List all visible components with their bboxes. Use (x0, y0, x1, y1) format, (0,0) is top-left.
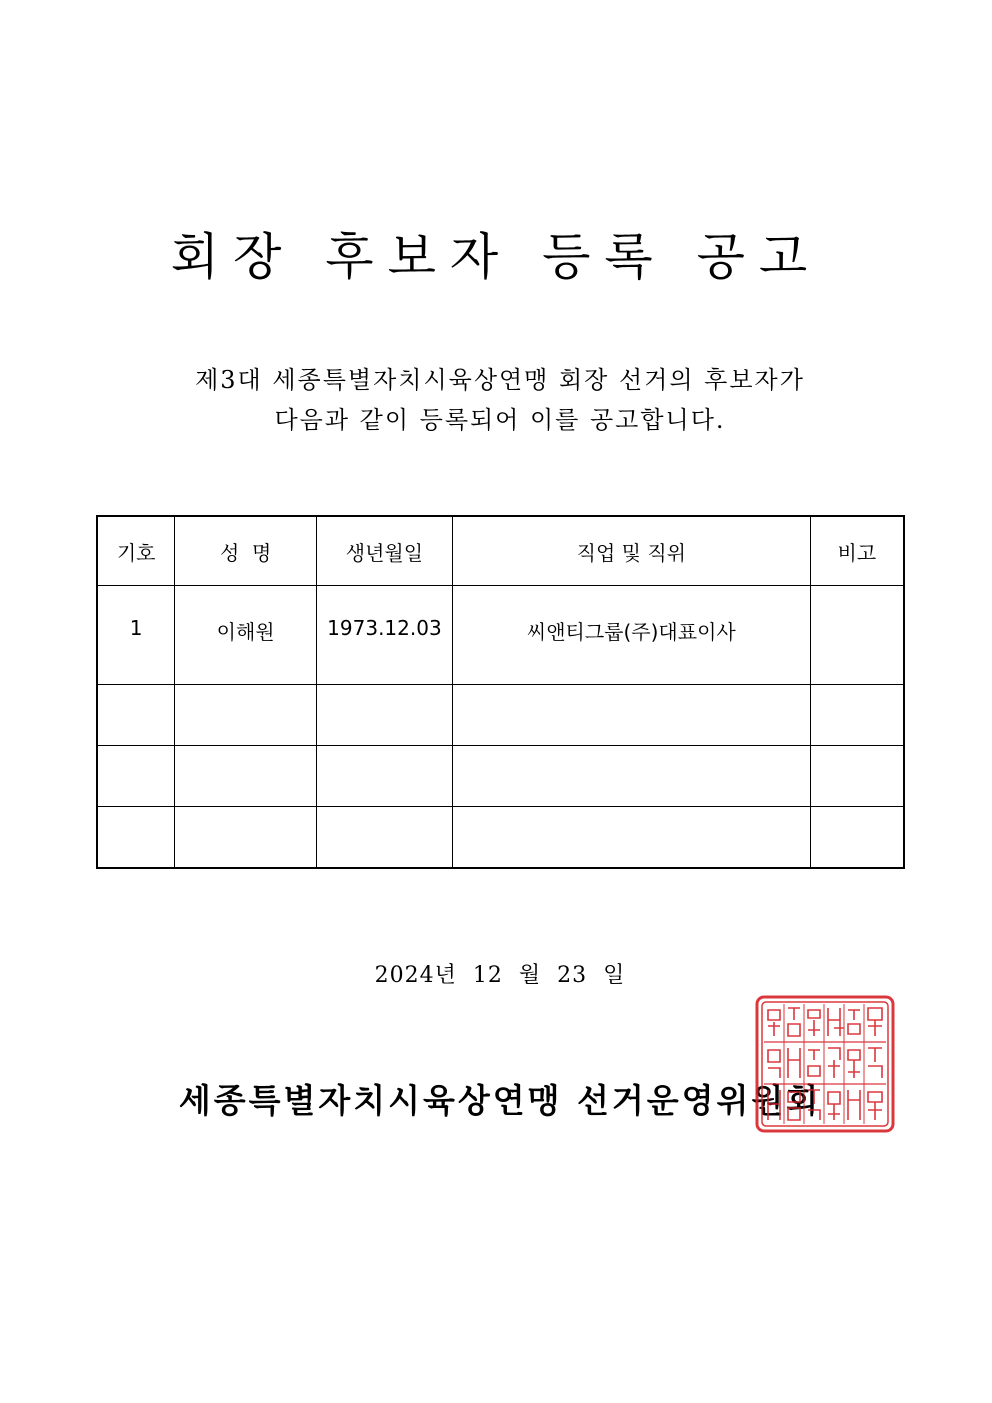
table-header-row (97, 516, 904, 586)
table-row (97, 746, 904, 807)
cell-name (175, 746, 317, 807)
cell-birthdate (316, 807, 452, 869)
cell-number: 1 (97, 586, 175, 685)
header-name: 성 명 (175, 516, 317, 586)
table-row (97, 807, 904, 869)
table-row (97, 586, 904, 685)
cell-name: 이해원 (175, 586, 317, 685)
header-number: 기호 (97, 516, 175, 586)
cell-birthdate (316, 685, 452, 746)
official-seal-stamp (754, 994, 896, 1134)
intro-line-2: 다음과 같이 등록되어 이를 공고합니다. (274, 406, 726, 434)
cell-name (175, 685, 317, 746)
cell-remarks (810, 685, 904, 746)
cell-occupation (452, 807, 810, 869)
header-remarks: 비고 (810, 516, 904, 586)
cell-number (97, 685, 175, 746)
intro-line-1: 제3대 세종특별자치시육상연맹 회장 선거의 후보자가 (195, 366, 805, 394)
cell-name (175, 807, 317, 869)
cell-occupation (452, 746, 810, 807)
cell-birthdate (316, 746, 452, 807)
cell-occupation: 씨앤티그룹(주)대표이사 (452, 586, 810, 685)
intro-paragraph (0, 360, 992, 440)
header-occupation: 직업 및 직위 (452, 516, 810, 586)
organization-name: 세종특별자치시육상연맹 선거운영위원회 (178, 1081, 822, 1120)
cell-number (97, 746, 175, 807)
cell-number (97, 807, 175, 869)
announcement-date: 2024년 12 월 23 일 (374, 963, 626, 988)
document-title: 회장 후보자 등록 공고 (170, 228, 822, 286)
cell-remarks (810, 807, 904, 869)
cell-remarks (810, 746, 904, 807)
header-birthdate: 생년월일 (316, 516, 452, 586)
table-row (97, 685, 904, 746)
cell-remarks (810, 586, 904, 685)
candidate-table (96, 515, 905, 869)
cell-birthdate: 1973.12.03 (316, 586, 452, 685)
cell-occupation (452, 685, 810, 746)
